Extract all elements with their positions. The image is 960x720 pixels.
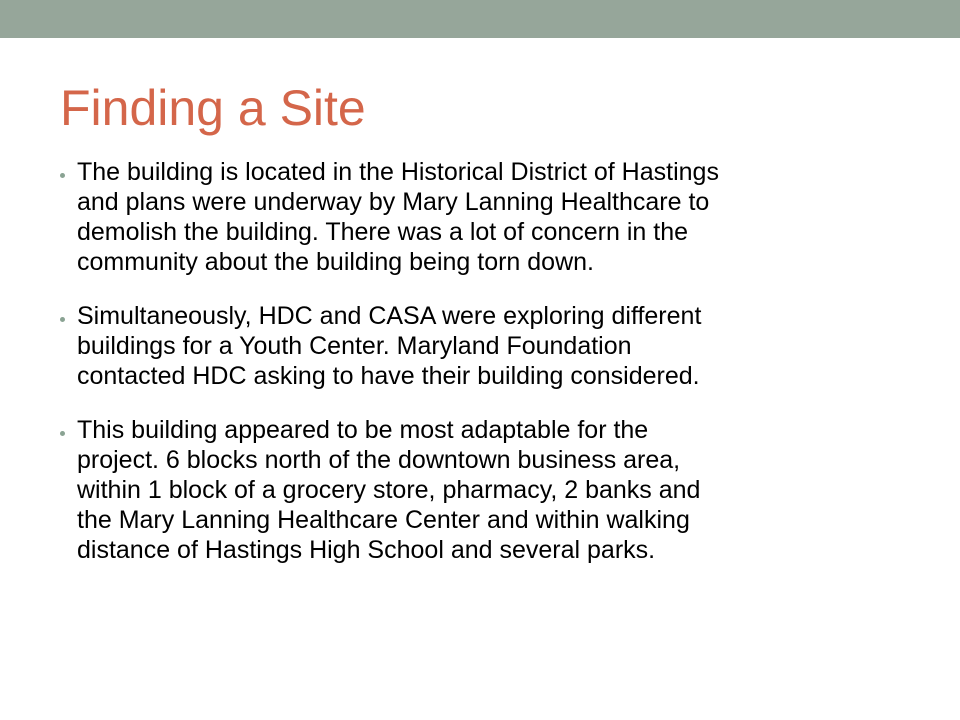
bullet-item — [60, 157, 900, 277]
bullet-item — [60, 415, 900, 565]
bullet-dot-icon — [60, 173, 65, 178]
slide-title: Finding a Site — [60, 80, 366, 136]
bullet-dot-icon — [60, 431, 65, 436]
bullet-item — [60, 301, 900, 391]
bullet-list — [60, 157, 900, 589]
bullet-text: The building is located in the Historical District of Hastings and plans were underway by Mary Lanning Healthcare to demolish the building. There was a lot of concern in the community about the building being torn down. — [77, 158, 719, 276]
bullet-dot-icon — [60, 317, 65, 322]
bullet-text: Simultaneously, HDC and CASA were exploring different buildings for a Youth Center. Maryland Foundation contacted HDC asking to have their building considered. — [77, 302, 702, 390]
top-accent-band — [0, 0, 960, 38]
bullet-text: This building appeared to be most adaptable for the project. 6 blocks north of the downtown business area, within 1 block of a grocery store, pharmacy, 2 banks and the Mary Lanning Healthcare Center and within walking distance of Hastings High School and several parks. — [77, 416, 701, 564]
